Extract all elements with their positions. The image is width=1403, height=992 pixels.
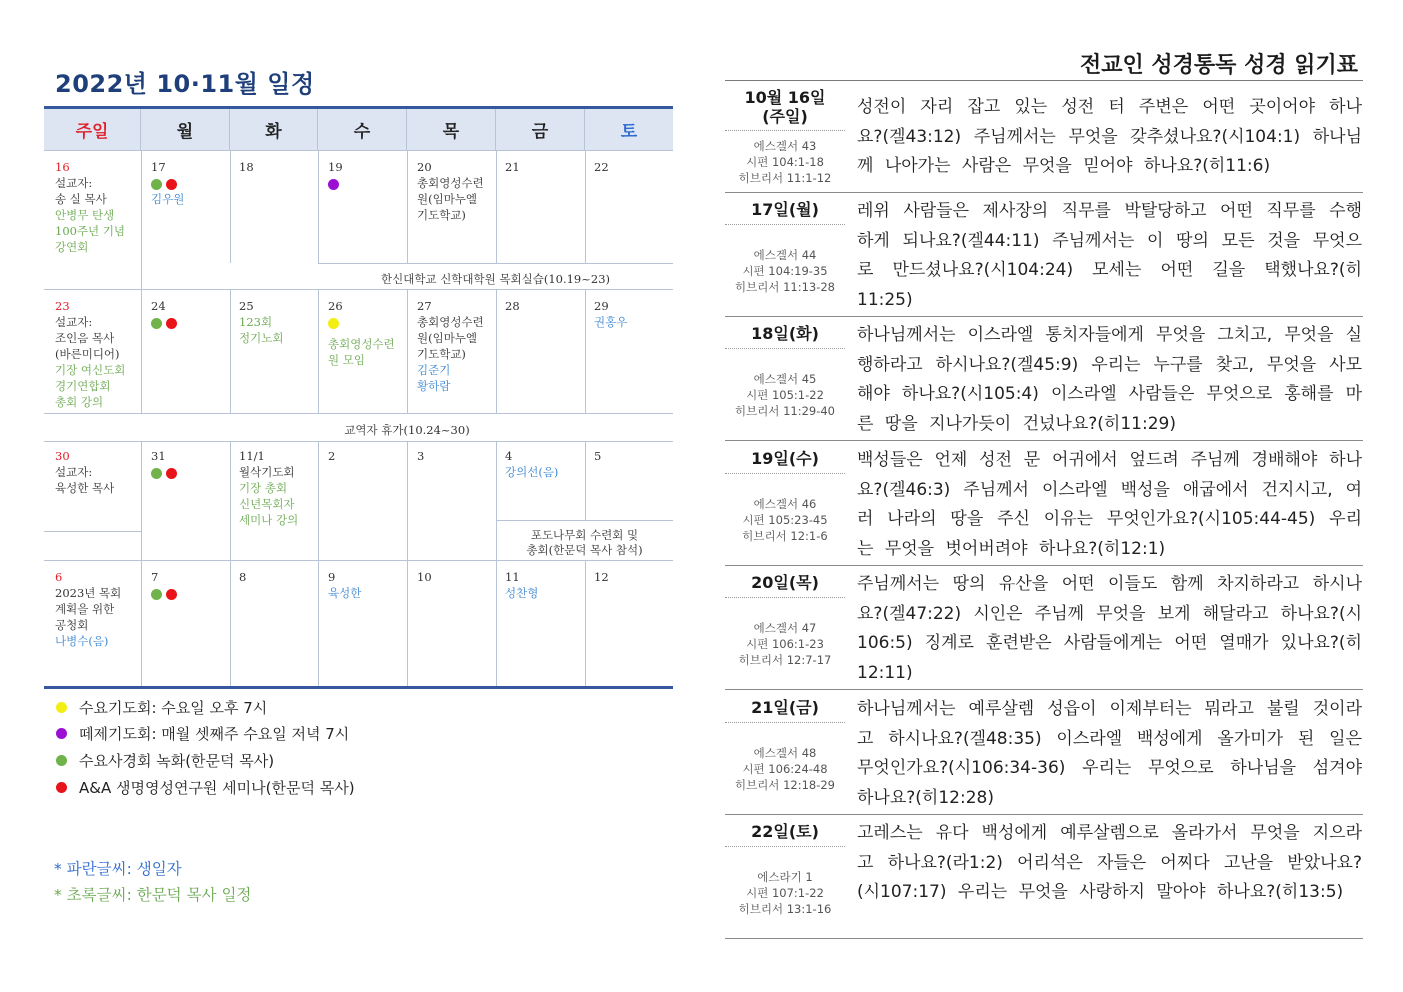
legend-item bbox=[56, 697, 267, 718]
reading-day bbox=[725, 88, 845, 126]
reading-refs bbox=[725, 138, 845, 186]
day-divider bbox=[725, 348, 845, 349]
day-number: 7 bbox=[151, 570, 159, 584]
grid-line bbox=[44, 150, 673, 151]
day-label: 21일(금) bbox=[751, 698, 819, 717]
reading-question: 성전이 자리 잡고 있는 성전 터 주변은 어떤 곳이어야 하나요?(겔43:12) 주님께서는 무엇을 갖추셨나요?(시104:1) 하나님께 나아가는 사람은 무엇을 믿어야 하나요?(히11:6) bbox=[857, 97, 1362, 176]
day-cell-22 bbox=[594, 159, 609, 175]
row-separator bbox=[725, 814, 1363, 815]
birthday-name: 성찬형 bbox=[505, 586, 539, 600]
birthday-name: 김준기 bbox=[417, 363, 451, 377]
cell-text: 공청회 bbox=[55, 618, 89, 632]
cell-text: 강연회 bbox=[55, 240, 89, 254]
reading-day bbox=[725, 822, 845, 841]
yellow-dot-icon bbox=[56, 702, 67, 713]
header-thursday: 목 bbox=[407, 109, 496, 150]
day-label-sub: (주일) bbox=[762, 107, 808, 126]
cell-text: 월삭기도회 bbox=[239, 465, 295, 479]
day-label: 20일(목) bbox=[751, 573, 819, 592]
grid-line bbox=[44, 289, 673, 290]
banner-line: 총회(한문덕 목사 참석) bbox=[526, 543, 643, 557]
reading-refs bbox=[725, 371, 845, 419]
day-label: 19일(수) bbox=[751, 449, 819, 468]
row-separator bbox=[725, 938, 1363, 939]
reading-refs bbox=[725, 620, 845, 668]
ref-line: 에스라기 1 bbox=[757, 870, 813, 884]
row-separator bbox=[725, 689, 1363, 690]
grid-line bbox=[44, 441, 673, 442]
grid-line bbox=[585, 560, 586, 686]
grid-line bbox=[230, 150, 231, 263]
day-cell-30 bbox=[55, 448, 114, 496]
grid-line bbox=[141, 560, 142, 686]
cell-text: 총회영성수련 bbox=[417, 315, 484, 329]
reading-refs bbox=[725, 869, 845, 917]
birthday-name: 김우원 bbox=[151, 192, 185, 206]
green-dot-icon bbox=[151, 179, 162, 190]
day-number: 4 bbox=[505, 449, 513, 463]
legend-item bbox=[56, 750, 274, 771]
yellow-dot-icon bbox=[328, 318, 339, 329]
day-number: 3 bbox=[417, 449, 425, 463]
cell-text: 신년목회자 bbox=[239, 497, 295, 511]
calendar-title: 2022년 10·11월 일정 bbox=[55, 70, 315, 98]
reading-refs bbox=[725, 247, 845, 295]
day-divider bbox=[725, 130, 845, 131]
day-cell-9 bbox=[328, 569, 361, 601]
grid-line bbox=[496, 520, 673, 521]
cell-text: 원(임마누엘 bbox=[417, 331, 478, 345]
reading-top-rule bbox=[725, 80, 1363, 81]
day-cell-3 bbox=[417, 448, 424, 464]
day-label: 17일(월) bbox=[751, 200, 819, 219]
day-divider bbox=[725, 846, 845, 847]
day-cell-5 bbox=[594, 448, 601, 464]
note-blue: * 파란글씨: 생일자 bbox=[54, 860, 182, 878]
green-dot-icon bbox=[151, 589, 162, 600]
reading-day bbox=[725, 449, 845, 468]
day-cell-17 bbox=[151, 159, 184, 207]
day-number: 19 bbox=[328, 160, 343, 174]
grid-line bbox=[585, 289, 586, 413]
week2-banner: 교역자 휴가(10.24~30) bbox=[344, 423, 470, 437]
day-number: 16 bbox=[55, 160, 70, 174]
day-number: 20 bbox=[417, 160, 432, 174]
day-number: 5 bbox=[594, 449, 602, 463]
day-cell-11-1 bbox=[239, 448, 298, 528]
cell-text: 원(임마누엘 bbox=[417, 192, 478, 206]
header-sunday: 주일 bbox=[44, 109, 141, 150]
grid-line bbox=[496, 560, 497, 686]
reading-question: 하나님께서는 예루살렘 성읍이 이제부터는 뭐라고 불릴 것이라고 하시나요?(겔48:35) 이스라엘 백성에게 올가미가 된 일은 무엇인가요?(시106:34-36) 우리는 무엇으로 하나님을 섬겨야 하나요?(히12:28) bbox=[857, 699, 1362, 808]
grid-line bbox=[496, 289, 497, 413]
grid-line bbox=[44, 560, 673, 561]
day-number: 29 bbox=[594, 299, 609, 313]
reading-refs bbox=[725, 496, 845, 544]
green-dot-icon bbox=[151, 468, 162, 479]
day-cell-2 bbox=[328, 448, 335, 464]
grid-line bbox=[230, 289, 231, 413]
day-cell-16 bbox=[55, 159, 125, 255]
day-cell-20 bbox=[417, 159, 484, 223]
header-tuesday: 화 bbox=[230, 109, 318, 150]
ref-line: 히브리서 13:1-16 bbox=[738, 902, 832, 916]
grid-line bbox=[230, 560, 231, 686]
cell-text: 계획을 위한 bbox=[55, 602, 115, 616]
reading-question: 백성들은 언제 성전 문 어귀에서 엎드려 주님께 경배해야 하나요?(겔46:3) 주님께서 이스라엘 백성을 애굽에서 건지시고, 여러 나라의 땅을 주신 이유는 무엇인가요?(시105:44-45) 우리는 무엇을 벗어버려야 하나요?(히12:1) bbox=[857, 450, 1362, 559]
ref-line: 시편 107:1-22 bbox=[746, 886, 824, 900]
day-cell-23 bbox=[55, 298, 125, 410]
legend-text: A&A 생명영성연구원 세미나(한문덕 목사) bbox=[79, 779, 355, 797]
cell-text: 총회영성수련 bbox=[417, 176, 484, 190]
ref-line: 히브리서 12:7-17 bbox=[738, 653, 832, 667]
day-cell-29 bbox=[594, 298, 627, 330]
day-number: 30 bbox=[55, 449, 70, 463]
red-dot-icon bbox=[166, 179, 177, 190]
ref-line: 에스겔서 48 bbox=[753, 746, 817, 760]
grid-line bbox=[141, 441, 142, 560]
day-cell-18 bbox=[239, 159, 254, 175]
reading-question: 하나님께서는 이스라엘 통치자들에게 무엇을 그치고, 무엇을 실행하라고 하시나요?(겔45:9) 우리는 누구를 찾고, 무엇을 사모해야 하나요?(시105:4) 이스라엘 사람들은 무엇으로 홍해를 마른 땅을 지나가듯이 건넜나요?(히11:29) bbox=[857, 325, 1362, 434]
grid-line bbox=[141, 289, 142, 413]
reading-question: 주님께서는 땅의 유산을 어떤 이들도 함께 차지하라고 하시나요?(겔47:22) 시인은 주님께 무엇을 보게 해달라고 하나요?(시106:5) 징계로 훈련받은 사람들에게는 어떤 열매가 있나요?(히12:11) bbox=[857, 574, 1362, 683]
ref-line: 에스겔서 46 bbox=[753, 497, 817, 511]
grid-line bbox=[318, 560, 319, 686]
cell-text: 총회 강의 bbox=[55, 395, 104, 409]
day-number: 17 bbox=[151, 160, 166, 174]
ref-line: 시편 105:23-45 bbox=[742, 513, 828, 527]
day-label: 18일(화) bbox=[751, 324, 819, 343]
grid-line bbox=[141, 150, 142, 289]
day-number: 11 bbox=[505, 570, 520, 584]
cell-text: 총회영성수련 bbox=[328, 337, 395, 351]
reading-day bbox=[725, 573, 845, 592]
day-cell-31 bbox=[151, 448, 181, 480]
cell-text: 기도학교) bbox=[417, 208, 466, 222]
red-dot-icon bbox=[166, 468, 177, 479]
cell-text: 기도학교) bbox=[417, 347, 466, 361]
day-cell-27 bbox=[417, 298, 484, 394]
note-green: * 초록글씨: 한문덕 목사 일정 bbox=[54, 886, 252, 904]
cell-text: 설교자: bbox=[55, 465, 93, 479]
red-dot-icon bbox=[166, 589, 177, 600]
day-cell-4 bbox=[505, 448, 558, 480]
cell-text: 설교자: bbox=[55, 176, 93, 190]
grid-line bbox=[318, 289, 319, 413]
day-number: 23 bbox=[55, 299, 70, 313]
purple-dot-icon bbox=[56, 728, 67, 739]
day-label: 22일(토) bbox=[751, 822, 819, 841]
reading-question: 레위 사람들은 제사장의 직무를 박탈당하고 어떤 직무를 수행하게 되나요?(겔44:11) 주님께서는 이 땅의 모든 것을 무엇으로 만드셨나요?(시104:24) 모세는 어떤 길을 택했나요?(히11:25) bbox=[857, 201, 1362, 310]
reading-day bbox=[725, 200, 845, 219]
grid-line bbox=[230, 441, 231, 560]
cell-text: 123회 bbox=[239, 315, 273, 329]
ref-line: 에스겔서 47 bbox=[753, 621, 817, 635]
header-monday: 월 bbox=[141, 109, 230, 150]
green-dot-icon bbox=[151, 318, 162, 329]
day-divider bbox=[725, 722, 845, 723]
cell-text: 원 모임 bbox=[328, 353, 365, 367]
day-number: 25 bbox=[239, 299, 254, 313]
row-separator bbox=[725, 316, 1363, 317]
grid-line bbox=[496, 150, 497, 263]
grid-line bbox=[585, 150, 586, 263]
day-number: 9 bbox=[328, 570, 336, 584]
ref-line: 시편 105:1-22 bbox=[746, 388, 824, 402]
day-cell-24 bbox=[151, 298, 181, 330]
day-cell-21 bbox=[505, 159, 520, 175]
grid-line bbox=[407, 150, 408, 263]
birthday-name: 권홍우 bbox=[594, 315, 628, 329]
day-divider bbox=[725, 224, 845, 225]
cell-text: 세미나 강의 bbox=[239, 513, 299, 527]
day-number: 31 bbox=[151, 449, 166, 463]
grid-line bbox=[407, 289, 408, 413]
ref-line: 에스겔서 44 bbox=[753, 248, 817, 262]
legend-item bbox=[56, 723, 349, 744]
day-number: 18 bbox=[239, 160, 254, 174]
day-cell-12 bbox=[594, 569, 609, 585]
ref-line: 히브리서 11:1-12 bbox=[738, 171, 832, 185]
day-number: 26 bbox=[328, 299, 343, 313]
legend-text: 떼제기도회: 매월 셋째주 수요일 저녁 7시 bbox=[79, 725, 350, 743]
green-dot-icon bbox=[56, 755, 67, 766]
grid-line bbox=[318, 441, 319, 560]
day-number: 28 bbox=[505, 299, 520, 313]
day-divider bbox=[725, 473, 845, 474]
cell-text: 안병무 탄생 bbox=[55, 208, 115, 222]
birthday-name: 황하람 bbox=[417, 379, 451, 393]
week1-banner: 한신대학교 신학대학원 목회실습(10.19~23) bbox=[381, 272, 610, 286]
birthday-name: 나병수(음) bbox=[55, 634, 109, 648]
legend-item bbox=[56, 777, 355, 798]
cell-text: 100주년 기념 bbox=[55, 224, 126, 238]
red-dot-icon bbox=[56, 782, 67, 793]
calendar-bottom-rule bbox=[44, 686, 673, 689]
day-number: 21 bbox=[505, 160, 520, 174]
day-number: 6 bbox=[55, 570, 63, 584]
day-number: 10 bbox=[417, 570, 432, 584]
ref-line: 시편 106:24-48 bbox=[742, 762, 828, 776]
reading-day bbox=[725, 324, 845, 343]
cell-text: 기장 총회 bbox=[239, 481, 288, 495]
day-number: 11/1 bbox=[239, 449, 265, 463]
cell-text: 설교자: bbox=[55, 315, 93, 329]
cell-text: 경기연합회 bbox=[55, 379, 111, 393]
banner-line: 포도나무회 수련회 및 bbox=[530, 528, 639, 542]
grid-line bbox=[318, 263, 673, 264]
day-number: 2 bbox=[328, 449, 336, 463]
day-number: 8 bbox=[239, 570, 247, 584]
ref-line: 히브리서 12:1-6 bbox=[742, 529, 828, 543]
ref-line: 시편 104:1-18 bbox=[746, 155, 824, 169]
reading-title: 전교인 성경통독 성경 읽기표 bbox=[1080, 53, 1359, 78]
header-friday: 금 bbox=[496, 109, 585, 150]
day-number: 22 bbox=[594, 160, 609, 174]
ref-line: 에스겔서 45 bbox=[753, 372, 817, 386]
cell-text: 기장 여신도회 bbox=[55, 363, 126, 377]
day-number: 12 bbox=[594, 570, 609, 584]
reading-question: 고레스는 유다 백성에게 예루살렘으로 올라가서 무엇을 지으라고 하나요?(라1:2) 어리석은 자들은 어찌다 고난을 받았나요?(시107:17) 우리는 무엇을 사랑하지 말아야 하나요?(히13:5) bbox=[857, 823, 1362, 902]
day-cell-8 bbox=[239, 569, 246, 585]
purple-dot-icon bbox=[328, 179, 339, 190]
cell-text: 송 실 목사 bbox=[55, 192, 107, 206]
cell-text: 조인음 목사 bbox=[55, 331, 115, 345]
ref-line: 히브리서 11:29-40 bbox=[734, 404, 835, 418]
day-cell-19 bbox=[328, 159, 343, 191]
day-cell-25 bbox=[239, 298, 283, 346]
ref-line: 에스겔서 43 bbox=[753, 139, 817, 153]
legend-text: 수요사경회 녹화(한문덕 목사) bbox=[79, 752, 275, 770]
grid-line bbox=[44, 531, 141, 532]
legend-text: 수요기도회: 수요일 오후 7시 bbox=[79, 699, 268, 717]
birthday-name: 육성한 bbox=[328, 586, 362, 600]
grid-line bbox=[44, 413, 673, 414]
day-label: 10월 16일 bbox=[744, 88, 826, 107]
grid-line bbox=[407, 441, 408, 560]
day-cell-11 bbox=[505, 569, 538, 601]
day-cell-10 bbox=[417, 569, 432, 585]
day-cell-7 bbox=[151, 569, 181, 601]
row-separator bbox=[725, 440, 1363, 441]
ref-line: 시편 104:19-35 bbox=[742, 264, 828, 278]
cell-text: 2023년 목회 bbox=[55, 586, 122, 600]
ref-line: 히브리서 11:13-28 bbox=[734, 280, 835, 294]
birthday-name: 강의선(음) bbox=[505, 465, 559, 479]
day-divider bbox=[725, 597, 845, 598]
row-separator bbox=[725, 565, 1363, 566]
week3-banner bbox=[496, 528, 673, 558]
red-dot-icon bbox=[166, 318, 177, 329]
reading-day bbox=[725, 698, 845, 717]
grid-line bbox=[407, 560, 408, 686]
grid-line bbox=[318, 150, 319, 263]
day-cell-26 bbox=[328, 298, 395, 368]
grid-line bbox=[585, 441, 586, 520]
day-cell-6 bbox=[55, 569, 121, 649]
cell-text: 육성한 목사 bbox=[55, 481, 115, 495]
cell-text: 정기노회 bbox=[239, 331, 284, 345]
cell-text: (바른미디어) bbox=[55, 347, 120, 361]
header-saturday: 토 bbox=[585, 109, 673, 150]
reading-refs bbox=[725, 745, 845, 793]
day-number: 27 bbox=[417, 299, 432, 313]
day-number: 24 bbox=[151, 299, 166, 313]
day-cell-28 bbox=[505, 298, 520, 314]
row-separator bbox=[725, 192, 1363, 193]
header-wednesday: 수 bbox=[318, 109, 407, 150]
ref-line: 시편 106:1-23 bbox=[746, 637, 824, 651]
ref-line: 히브리서 12:18-29 bbox=[734, 778, 835, 792]
